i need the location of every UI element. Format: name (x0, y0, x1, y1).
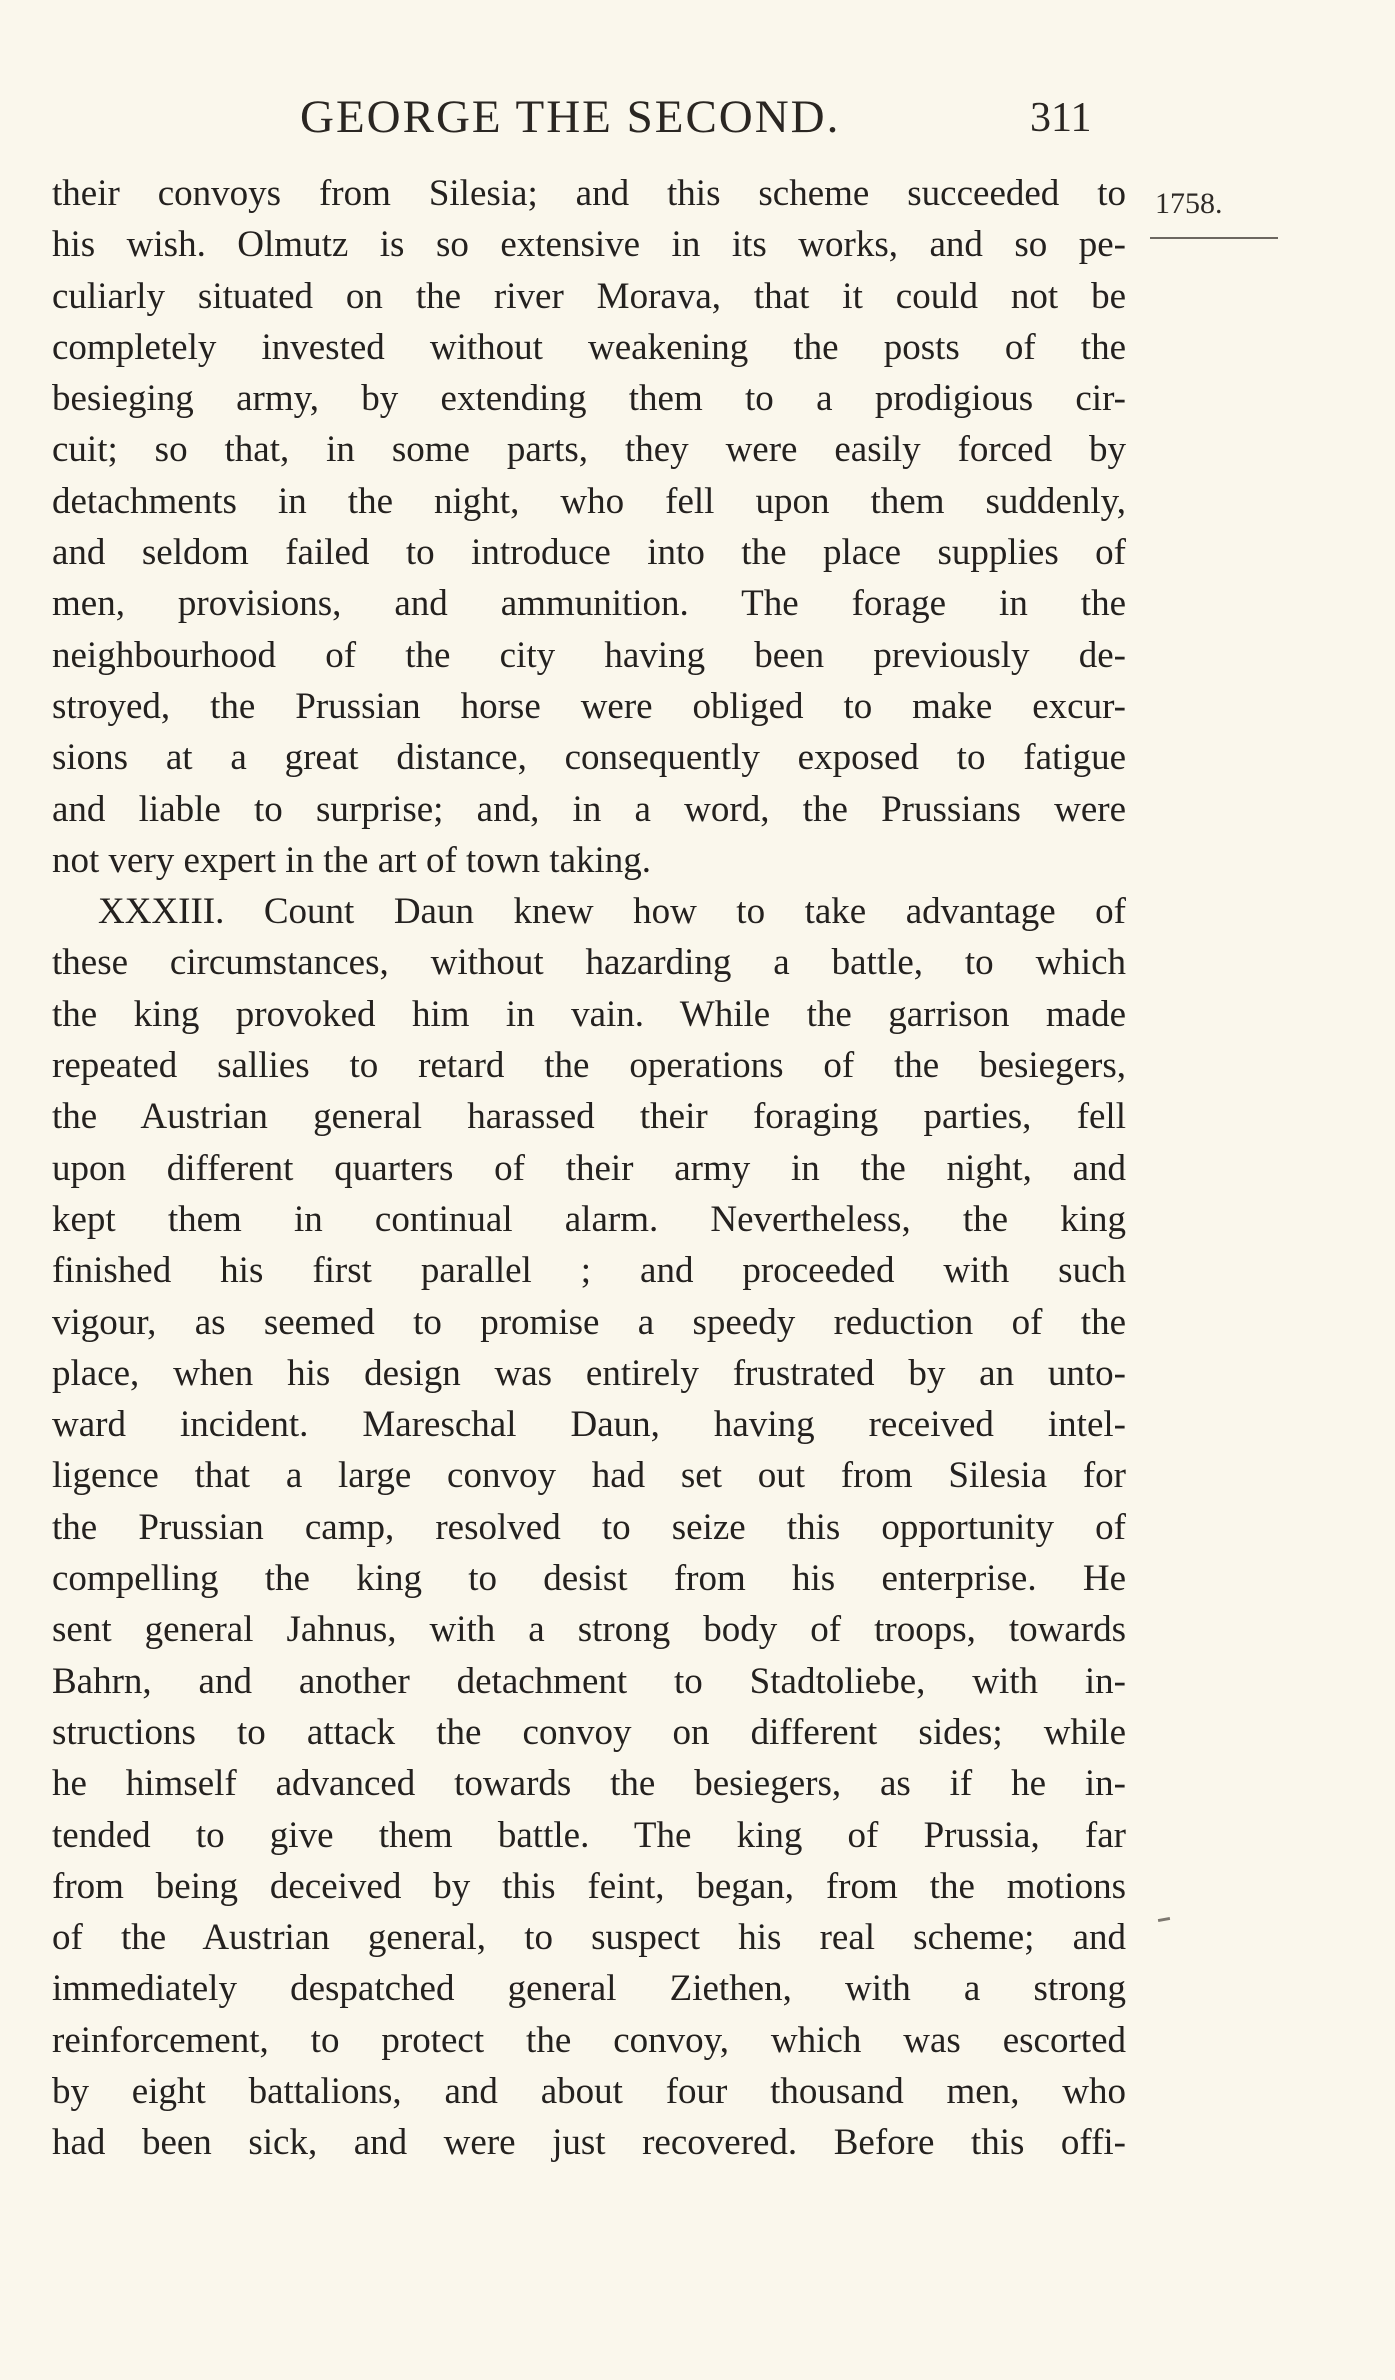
page-number: 311 (1030, 95, 1092, 141)
text-line: place, when his design was entirely frustrated by an unto- (52, 1352, 1126, 1394)
text-line: ward incident. Mareschal Daun, having received intel- (52, 1404, 1126, 1446)
text-line: cuit; so that, in some parts, they were easily forced by (52, 429, 1126, 471)
text-line: kept them in continual alarm. Nevertheless, the king (52, 1198, 1126, 1240)
text-line: completely invested without weakening the posts of the (52, 326, 1126, 368)
text-line: the Austrian general harassed their foraging parties, fell (52, 1096, 1126, 1138)
running-title: GEORGE THE SECOND. (300, 91, 841, 143)
text-line: culiarly situated on the river Morava, that it could not be (52, 275, 1126, 317)
text-line: immediately despatched general Ziethen, with a strong (52, 1968, 1126, 2010)
body-text (52, 168, 1126, 2169)
text-line: structions to attack the convoy on different sides; while (52, 1711, 1126, 1753)
text-line: his wish. Olmutz is so extensive in its works, and so pe- (52, 224, 1126, 266)
text-line: vigour, as seemed to promise a speedy reduction of the (52, 1301, 1126, 1343)
margin-rule (1150, 237, 1278, 239)
text-line: upon different quarters of their army in the night, and (52, 1147, 1126, 1189)
text-line: repeated sallies to retard the operations of the besiegers, (52, 1045, 1126, 1087)
text-line: Bahrn, and another detachment to Stadtoliebe, with in- (52, 1660, 1126, 1702)
text-line: stroyed, the Prussian horse were obliged to make excur- (52, 685, 1126, 727)
text-line: and seldom failed to introduce into the place supplies of (52, 532, 1126, 574)
text-line: the Prussian camp, resolved to seize this opportunity of (52, 1506, 1126, 1548)
text-line: besieging army, by extending them to a prodigious cir- (52, 378, 1126, 420)
text-line: and liable to surprise; and, in a word, the Prussians were (52, 788, 1126, 830)
margin-mark (1158, 1917, 1170, 1922)
running-head (290, 90, 1092, 150)
text-line: the king provoked him in vain. While the garrison made (52, 993, 1126, 1035)
text-line: compelling the king to desist from his enterprise. He (52, 1558, 1126, 1600)
paragraph-start-line: XXXIII. Count Daun knew how to take advantage of (98, 891, 1126, 933)
text-line: men, provisions, and ammunition. The forage in the (52, 583, 1126, 625)
text-line: these circumstances, without hazarding a battle, to which (52, 942, 1126, 984)
text-line: not very expert in the art of town taking. (52, 839, 652, 881)
text-line: sent general Jahnus, with a strong body of troops, towards (52, 1609, 1126, 1651)
text-line: had been sick, and were just recovered. Before this offi- (52, 2122, 1126, 2164)
text-line: neighbourhood of the city having been previously de- (52, 634, 1126, 676)
text-line: he himself advanced towards the besiegers, as if he in- (52, 1763, 1126, 1805)
text-line: finished his first parallel ; and proceeded with such (52, 1250, 1126, 1292)
text-line: detachments in the night, who fell upon them suddenly, (52, 480, 1126, 522)
text-line: from being deceived by this feint, began, from the motions (52, 1865, 1126, 1907)
margin-year-note: 1758. (1155, 187, 1223, 220)
text-line: their convoys from Silesia; and this scheme succeeded to (52, 173, 1126, 214)
text-line: ligence that a large convoy had set out from Silesia for (52, 1455, 1126, 1497)
text-line: sions at a great distance, consequently exposed to fatigue (52, 737, 1126, 779)
text-line: tended to give them battle. The king of Prussia, far (52, 1814, 1126, 1856)
text-line: of the Austrian general, to suspect his real scheme; and (52, 1917, 1126, 1959)
text-line: reinforcement, to protect the convoy, which was escorted (52, 2019, 1126, 2061)
text-line: by eight battalions, and about four thousand men, who (52, 2070, 1126, 2112)
